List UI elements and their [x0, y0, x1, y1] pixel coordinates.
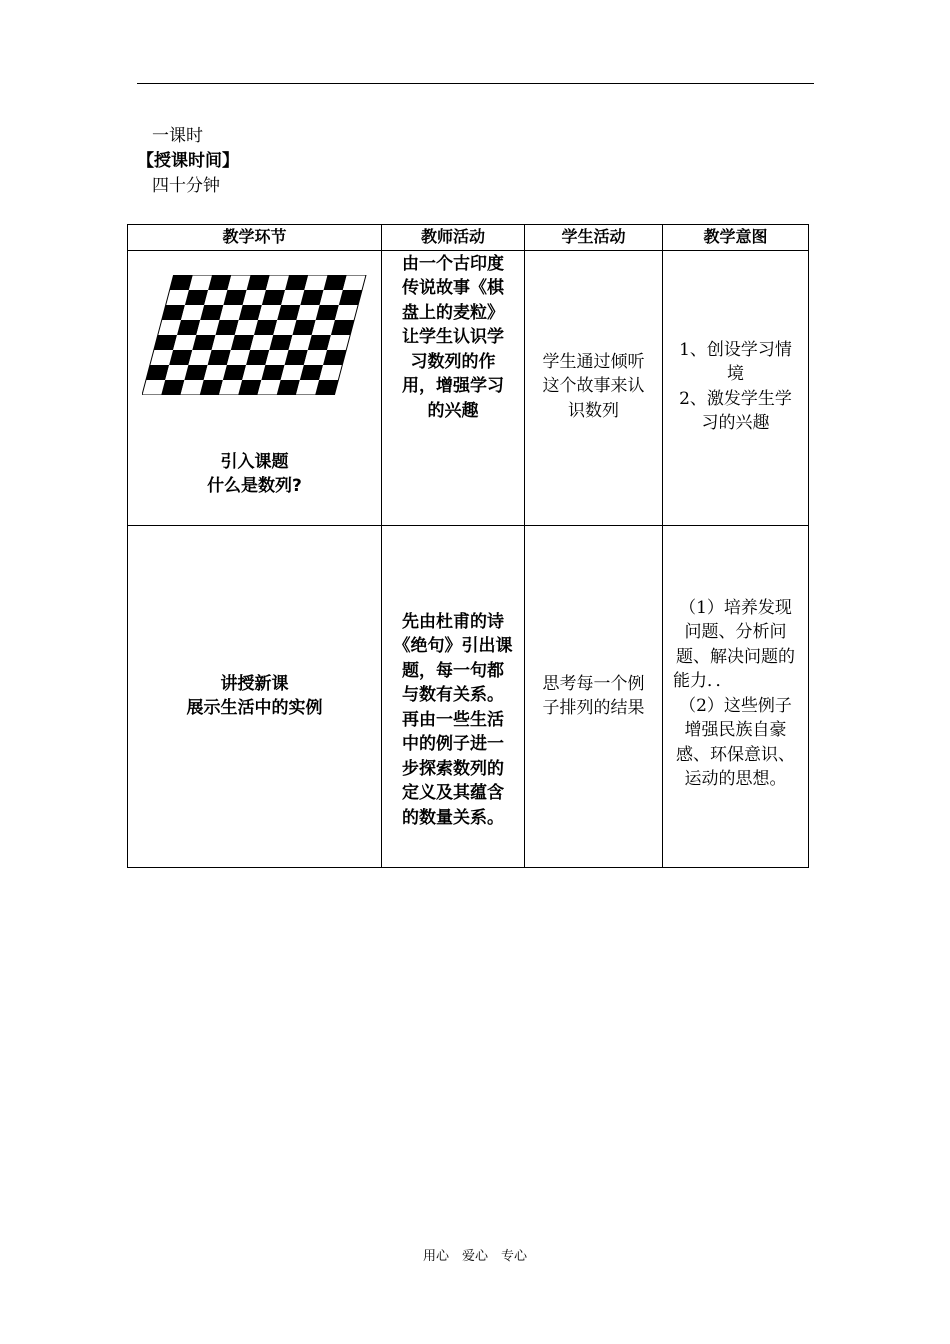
board-square	[320, 290, 343, 305]
text-line: 习数列的作	[410, 351, 496, 372]
board-square	[296, 380, 319, 395]
board-square	[246, 350, 269, 365]
text-line: 用，增强学习	[402, 376, 504, 396]
text-line: 1、创设学习情	[679, 339, 792, 360]
board-square	[169, 350, 192, 365]
board-square	[161, 380, 184, 395]
text-line: 盘上的麦粒》	[402, 302, 504, 323]
board-square	[181, 305, 204, 320]
board-square	[243, 290, 266, 305]
board-square	[250, 335, 273, 350]
text-line: 感、环保意识、	[676, 744, 795, 765]
stage-cell	[128, 250, 382, 525]
board-square	[285, 275, 308, 290]
text-line: 先由杜甫的诗	[402, 611, 504, 632]
teacher-activity-cell	[382, 250, 525, 525]
board-square	[289, 335, 312, 350]
text-line: 再由一些生活	[402, 709, 504, 730]
board-square	[196, 320, 219, 335]
stage-title: 讲授新课	[220, 673, 289, 694]
text-line: 题、解决问题的	[676, 646, 795, 667]
text-line: 的兴趣	[427, 400, 479, 421]
board-square	[296, 305, 319, 320]
board-square	[223, 290, 246, 305]
text-line: 思考每一个例	[542, 673, 645, 694]
board-square	[177, 320, 200, 335]
board-square	[258, 305, 281, 320]
board-square	[316, 305, 339, 320]
stage-cell	[128, 525, 382, 867]
text-line: 识数列	[568, 400, 619, 421]
section-heading-time: 【授课时间】	[137, 151, 239, 171]
text-line: 增强民族自豪	[684, 720, 787, 740]
board-square	[235, 320, 258, 335]
text-line: 能力．．	[673, 671, 733, 691]
board-square	[261, 365, 284, 380]
table-row	[128, 525, 809, 867]
board-square	[238, 380, 261, 395]
board-square	[257, 380, 280, 395]
board-square	[208, 275, 231, 290]
text-line: （2）这些例子	[679, 695, 792, 716]
board-square	[188, 350, 211, 365]
text-line: 让学生认识学	[402, 327, 504, 347]
page-footer: 用心 爱心 专心	[422, 1249, 527, 1264]
text-line: 境	[727, 364, 744, 384]
board-square	[219, 380, 242, 395]
header-intent: 教学意图	[663, 225, 809, 251]
board-square	[192, 335, 215, 350]
board-square	[231, 335, 254, 350]
board-square	[204, 290, 227, 305]
board-square	[216, 320, 239, 335]
board-square	[184, 365, 207, 380]
board-square	[208, 350, 231, 365]
lesson-duration: 四十分钟	[152, 176, 220, 196]
table-row	[128, 250, 809, 525]
stage-subtitle: 什么是数列?	[207, 476, 302, 496]
text-line: 《绝句》引出课	[393, 636, 513, 657]
board-square	[304, 350, 327, 365]
board-square	[312, 320, 335, 335]
text-line: 由一个古印度	[402, 253, 504, 274]
text-line: 运动的思想。	[684, 769, 787, 789]
lesson-count: 一课时	[152, 126, 203, 146]
text-line: （1）培养发现	[679, 597, 792, 618]
board-square	[165, 365, 188, 380]
text-line: 子排列的结果	[542, 698, 645, 718]
board-square	[277, 380, 300, 395]
text-line: 题，每一句都	[402, 660, 504, 681]
intent-cell	[663, 250, 809, 525]
chessboard-image	[142, 275, 368, 395]
board-square	[265, 350, 288, 365]
text-line: 习的兴趣	[701, 413, 770, 433]
student-activity-cell	[525, 525, 663, 867]
text-line: 定义及其蕴含	[402, 783, 504, 804]
board-square	[200, 380, 223, 395]
text-line: 的数量关系。	[402, 807, 504, 828]
header-stage: 教学环节	[128, 225, 382, 251]
board-square	[300, 290, 323, 305]
board-square	[277, 305, 300, 320]
board-square	[189, 275, 212, 290]
board-square	[212, 335, 235, 350]
board-square	[281, 290, 304, 305]
board-square	[292, 320, 315, 335]
board-square	[173, 335, 196, 350]
text-line: 传说故事《棋	[402, 278, 504, 298]
header-teacher: 教师活动	[382, 225, 525, 251]
text-line: 问题、分析问	[684, 622, 787, 642]
board-square	[273, 320, 296, 335]
board-square	[200, 305, 223, 320]
board-square	[242, 365, 265, 380]
board-square	[185, 290, 208, 305]
header-student: 学生活动	[525, 225, 663, 251]
board-square	[308, 335, 331, 350]
stage-title: 引入课题	[220, 451, 289, 472]
board-square	[262, 290, 285, 305]
board-square	[247, 275, 270, 290]
board-square	[300, 365, 323, 380]
board-square	[269, 335, 292, 350]
table-header-row	[128, 225, 809, 251]
board-square	[281, 365, 304, 380]
text-line: 与数有关系。	[402, 685, 504, 706]
board-square	[266, 275, 289, 290]
board-square	[324, 275, 347, 290]
board-square	[223, 365, 246, 380]
student-activity-cell	[525, 250, 663, 525]
board-square	[227, 275, 250, 290]
teacher-activity-cell	[382, 525, 525, 867]
header-rule	[137, 83, 814, 84]
board-square	[204, 365, 227, 380]
board-square	[227, 350, 250, 365]
text-line: 学生通过倾听	[542, 351, 645, 372]
stage-subtitle: 展示生活中的实例	[186, 698, 323, 718]
text-line: 步探索数列的	[402, 758, 504, 779]
intent-cell	[663, 525, 809, 867]
board-square	[254, 320, 277, 335]
text-line: 2、激发学生学	[679, 388, 792, 409]
board-square	[239, 305, 262, 320]
board-square	[180, 380, 203, 395]
lesson-plan-table	[127, 224, 809, 868]
board-square	[304, 275, 327, 290]
board-square	[219, 305, 242, 320]
text-line: 这个故事来认	[542, 376, 645, 396]
text-line: 中的例子进一	[402, 734, 504, 755]
board-square	[285, 350, 308, 365]
